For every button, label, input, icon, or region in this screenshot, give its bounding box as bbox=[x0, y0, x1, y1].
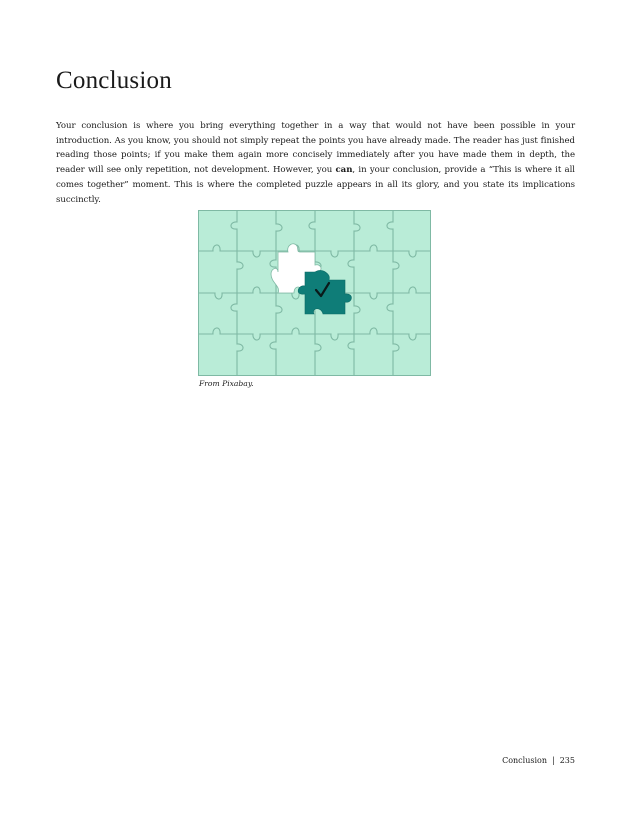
footer-chapter: Conclusion bbox=[502, 756, 548, 765]
page-number: 235 bbox=[559, 756, 575, 765]
body-paragraph bbox=[56, 119, 575, 207]
page-title: Conclusion bbox=[56, 67, 172, 94]
body-text-part1: Your conclusion is where you bring everything together in a way that would not have been possible in your introduction. As you know, you should not simply repeat the points you have already made. The reader has just finished reading those points; if you make them again more concisely immediately after you have made them in depth, the reader will see only repetition, not development. However, you bbox=[56, 121, 575, 176]
footer-separator: | bbox=[552, 756, 555, 765]
body-text-emphasis: can bbox=[335, 165, 353, 176]
puzzle-figure bbox=[198, 210, 431, 376]
body-text-part2: , in your conclusion, provide a “This is where it all comes together” moment. This is where the completed puzzle appears in all its glory, and you state its implications succinctly. bbox=[56, 165, 575, 205]
puzzle-image bbox=[198, 210, 431, 376]
figure-caption: From Pixabay. bbox=[199, 379, 254, 388]
page-footer bbox=[502, 755, 575, 767]
